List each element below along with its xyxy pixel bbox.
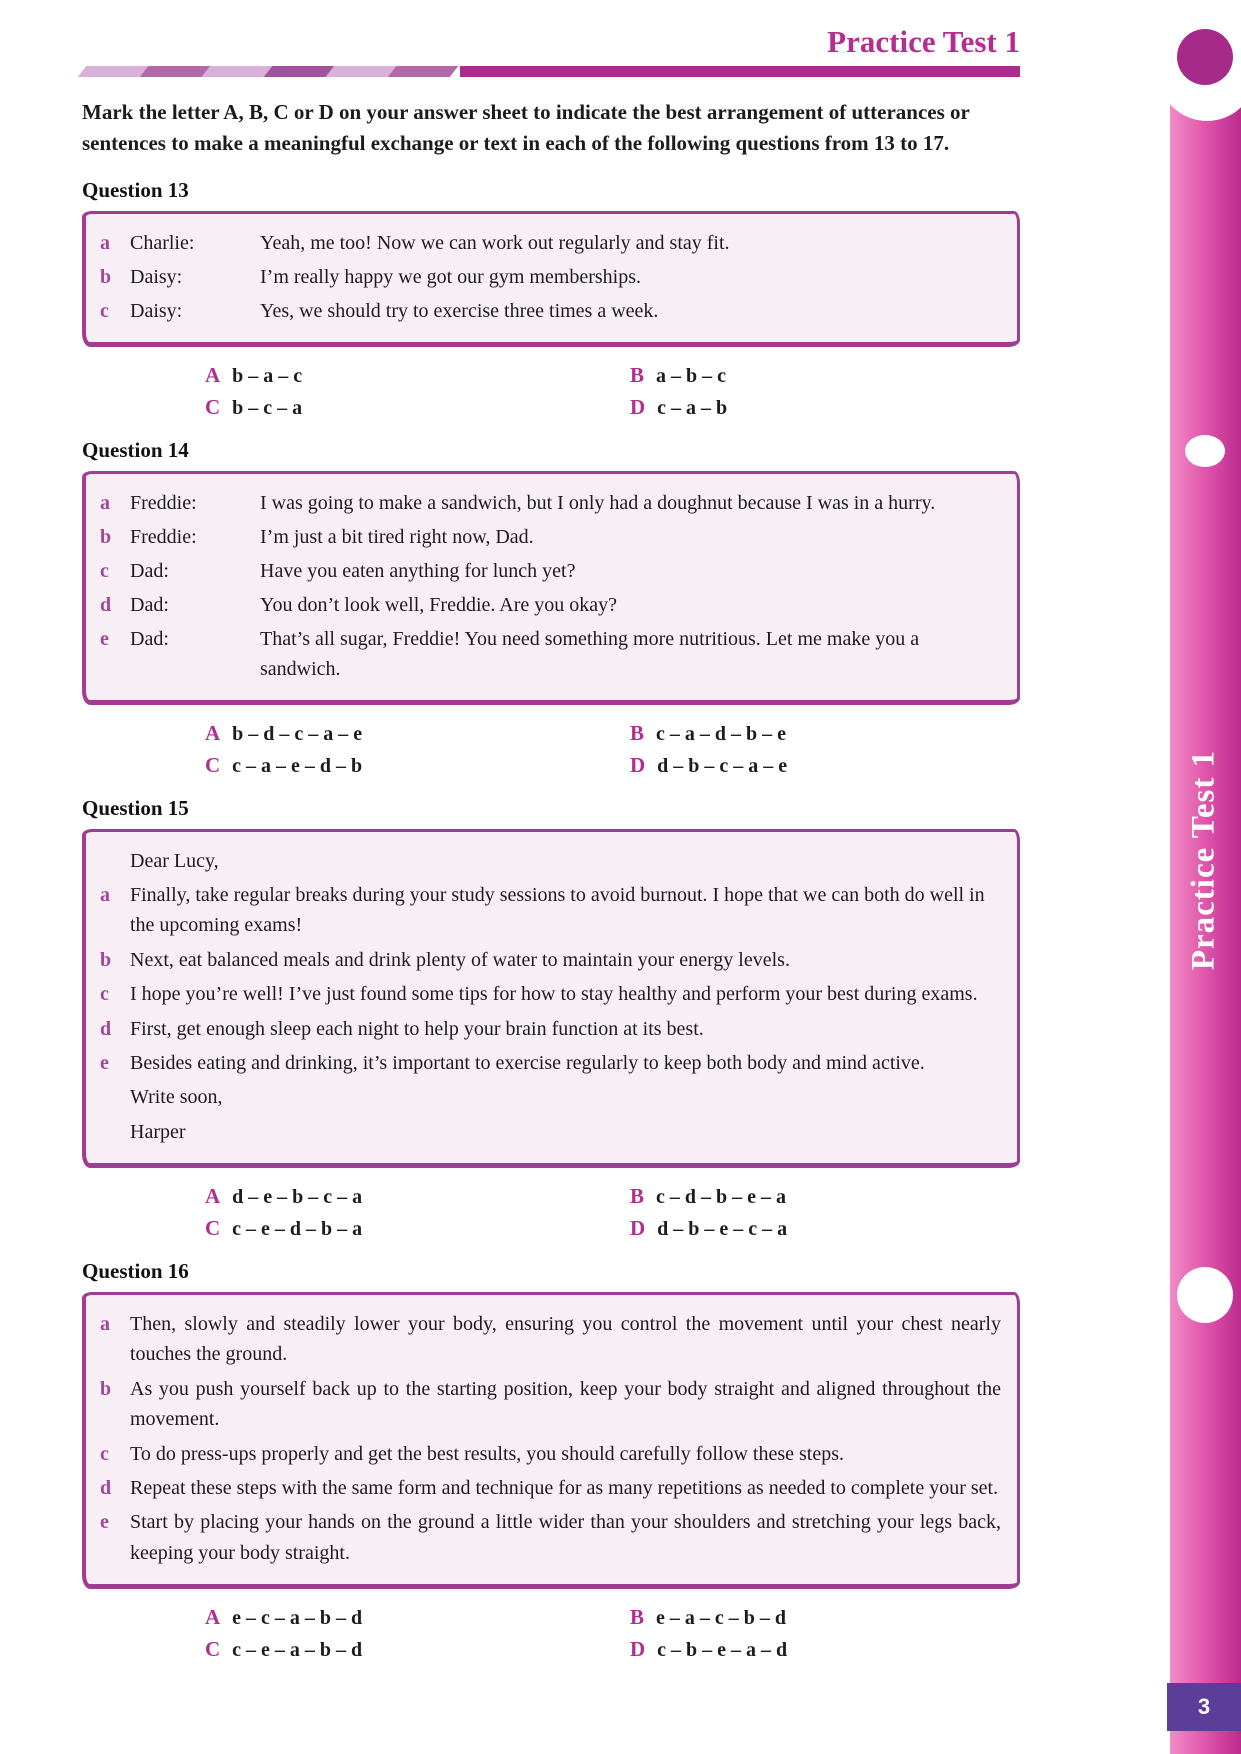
speaker-name: Dad: [130,593,169,616]
chevron-segment [326,66,397,77]
strip-hole-bottom [1177,1267,1233,1323]
sentence-row [100,1439,1001,1469]
answer-options [205,363,1020,420]
option-a [205,1184,630,1209]
option-c [205,753,630,778]
sentence-text: Besides eating and drinking, it’s important to exercise regularly to keep both body and mind active. [130,1051,925,1074]
letter-opening: Dear Lucy, [130,849,219,872]
page-number: 3 [1167,1683,1241,1731]
sentence-row [100,880,1001,941]
sentence-text: First, get enough sleep each night to help your brain function at its best. [130,1017,704,1040]
item-letter: c [100,299,109,322]
dialogue-row [100,522,1001,552]
speaker-name: Charlie: [130,231,195,254]
item-letter: e [100,627,109,650]
sentence-row [100,945,1001,975]
option-value: c – b – e – a – d [657,1639,788,1662]
utterance-text: I’m really happy we got our gym memberships. [260,265,642,288]
sentence-text: As you push yourself back up to the starting position, keep your body straight and aligned throughout the movement. [130,1377,1001,1431]
question-13-box [82,211,1020,347]
item-letter: a [100,231,110,254]
sentence-text: Repeat these steps with the same form and technique for as many repetitions as needed to complete your set. [130,1477,999,1500]
page-content [82,0,1020,1668]
item-letter: c [100,1442,109,1465]
option-value: e – c – a – b – d [232,1607,363,1630]
option-c [205,395,630,420]
utterance-text: Have you eaten anything for lunch yet? [260,559,576,582]
sentence-row [100,979,1001,1009]
item-letter [100,1117,130,1147]
item-letter [100,1082,130,1112]
utterance-text: Yes, we should try to exercise three times a week. [260,299,659,322]
option-value: c – d – b – e – a [656,1186,787,1209]
sentence-text: Start by placing your hands on the ground a little wider than your shoulders and stretching your legs back, keeping your body straight. [130,1511,1001,1564]
question-16-section [82,1259,1020,1662]
question-14-section [82,438,1020,778]
question-15-section [82,796,1020,1242]
item-letter: c [100,983,109,1006]
item-letter: b [100,265,112,288]
item-letter: e [100,1511,109,1534]
speaker-name: Daisy: [130,265,183,288]
option-value: b – d – c – a – e [232,722,363,745]
option-letter: D [630,752,646,777]
sentence-row [100,1473,1001,1503]
item-letter: a [100,883,110,906]
question-16-heading: Question 16 [82,1259,189,1284]
decorative-bar [82,66,1020,77]
question-14-box [82,471,1020,705]
option-a [205,1605,630,1630]
option-value: a – b – c [656,364,727,387]
speaker-name: Daisy: [130,299,183,322]
option-letter: A [205,720,221,745]
sentence-row [100,1309,1001,1370]
item-letter: a [100,1313,110,1336]
option-c [205,1216,630,1241]
utterance-text: I’m just a bit tired right now, Dad. [260,525,534,548]
option-value: e – a – c – b – d [656,1607,787,1630]
corner-circle [1177,29,1233,85]
option-a [205,721,630,746]
question-14-heading: Question 14 [82,437,189,462]
item-letter: e [100,1051,109,1074]
chevron-segment [140,66,211,77]
sentence-text: Next, eat balanced meals and drink plenty of water to maintain your energy levels. [130,948,790,971]
option-value: c – e – a – b – d [232,1639,363,1662]
option-c [205,1637,630,1662]
dialogue-row [100,262,1001,292]
item-letter: b [100,1377,112,1400]
option-letter: B [630,720,645,745]
question-13-section [82,178,1020,420]
item-letter [100,846,130,876]
option-b [630,1184,1055,1209]
option-letter: A [205,1184,221,1209]
option-a [205,363,630,388]
option-d [630,753,1055,778]
option-letter: B [630,1605,645,1630]
question-13-heading: Question 13 [82,177,189,202]
option-letter: C [205,752,221,777]
option-letter: A [205,1605,221,1630]
sidebar-label: Practice Test 1 [1185,749,1222,971]
item-letter: d [100,1017,112,1040]
letter-signature-row [100,1117,1001,1147]
option-letter: D [630,1637,646,1662]
dialogue-row [100,228,1001,258]
option-value: c – a – e – d – b [232,754,363,777]
option-letter: C [205,1216,221,1241]
answer-options [205,1184,1020,1241]
item-letter: c [100,559,109,582]
question-15-box [82,829,1020,1169]
chevron-segment [388,66,459,77]
sentence-text: To do press-ups properly and get the best results, you should carefully follow these steps. [130,1442,845,1465]
sentence-row [100,1507,1001,1568]
answer-options [205,1605,1020,1662]
letter-closing-row [100,1082,1001,1112]
header-rule [460,66,1020,77]
speaker-name: Freddie: [130,525,197,548]
option-value: d – e – b – c – a [232,1186,363,1209]
option-letter: D [630,394,646,419]
item-letter: d [100,1477,112,1500]
utterance-text: You don’t look well, Freddie. Are you okay? [260,593,618,616]
dialogue-row [100,296,1001,326]
item-letter: b [100,525,112,548]
option-b [630,363,1055,388]
question-15-heading: Question 15 [82,795,189,820]
strip-hole-top [1185,435,1225,467]
option-letter: A [205,362,221,387]
item-letter: b [100,948,112,971]
option-letter: B [630,362,645,387]
option-value: d – b – c – a – e [657,754,788,777]
option-value: d – b – e – c – a [657,1218,788,1241]
chevron-segment [78,66,149,77]
page-title: Practice Test 1 [827,24,1020,59]
letter-closing: Write soon, [130,1086,223,1109]
option-b [630,1605,1055,1630]
sentence-text: Then, slowly and steadily lower your body, ensuring you control the movement until your chest nearly touches the ground. [130,1313,1001,1366]
answer-options [205,721,1020,778]
sentence-row [100,1014,1001,1044]
option-d [630,1637,1055,1662]
chevron-segment [202,66,273,77]
dialogue-row [100,556,1001,586]
chevron-segment [264,66,335,77]
option-letter: D [630,1216,646,1241]
option-letter: C [205,394,221,419]
option-value: c – a – d – b – e [656,722,787,745]
instructions: Mark the letter A, B, C or D on your answer sheet to indicate the best arrangement of utterances or sentences to make a meaningful exchange or text in each of the following questions from 13 to 17. [82,99,970,156]
dialogue-row [100,590,1001,620]
sentence-text: Finally, take regular breaks during your study sessions to avoid burnout. I hope that we can both do well in the upcoming exams! [130,883,985,937]
option-b [630,721,1055,746]
sentence-row [100,1048,1001,1078]
sentence-text: I hope you’re well! I’ve just found some tips for how to stay healthy and perform your best during exams. [130,983,978,1006]
option-value: b – c – a [232,396,303,419]
option-letter: C [205,1637,221,1662]
dialogue-row [100,624,1001,684]
letter-signature: Harper [130,1120,186,1143]
sentence-row [100,1374,1001,1435]
speaker-name: Dad: [130,627,169,650]
option-value: c – a – b [657,396,728,419]
option-letter: B [630,1184,645,1209]
question-16-box [82,1292,1020,1589]
dialogue-row [100,488,1001,518]
item-letter: d [100,593,112,616]
letter-opening-row [100,846,1001,876]
utterance-text: That’s all sugar, Freddie! You need something more nutritious. Let me make you a sandwich. [260,627,920,680]
utterance-text: Yeah, me too! Now we can work out regularly and stay fit. [260,231,730,254]
item-letter: a [100,491,110,514]
option-d [630,395,1055,420]
option-d [630,1216,1055,1241]
option-value: c – e – d – b – a [232,1218,363,1241]
speaker-name: Freddie: [130,491,197,514]
option-value: b – a – c [232,364,303,387]
speaker-name: Dad: [130,559,169,582]
utterance-text: I was going to make a sandwich, but I only had a doughnut because I was in a hurry. [260,491,936,514]
